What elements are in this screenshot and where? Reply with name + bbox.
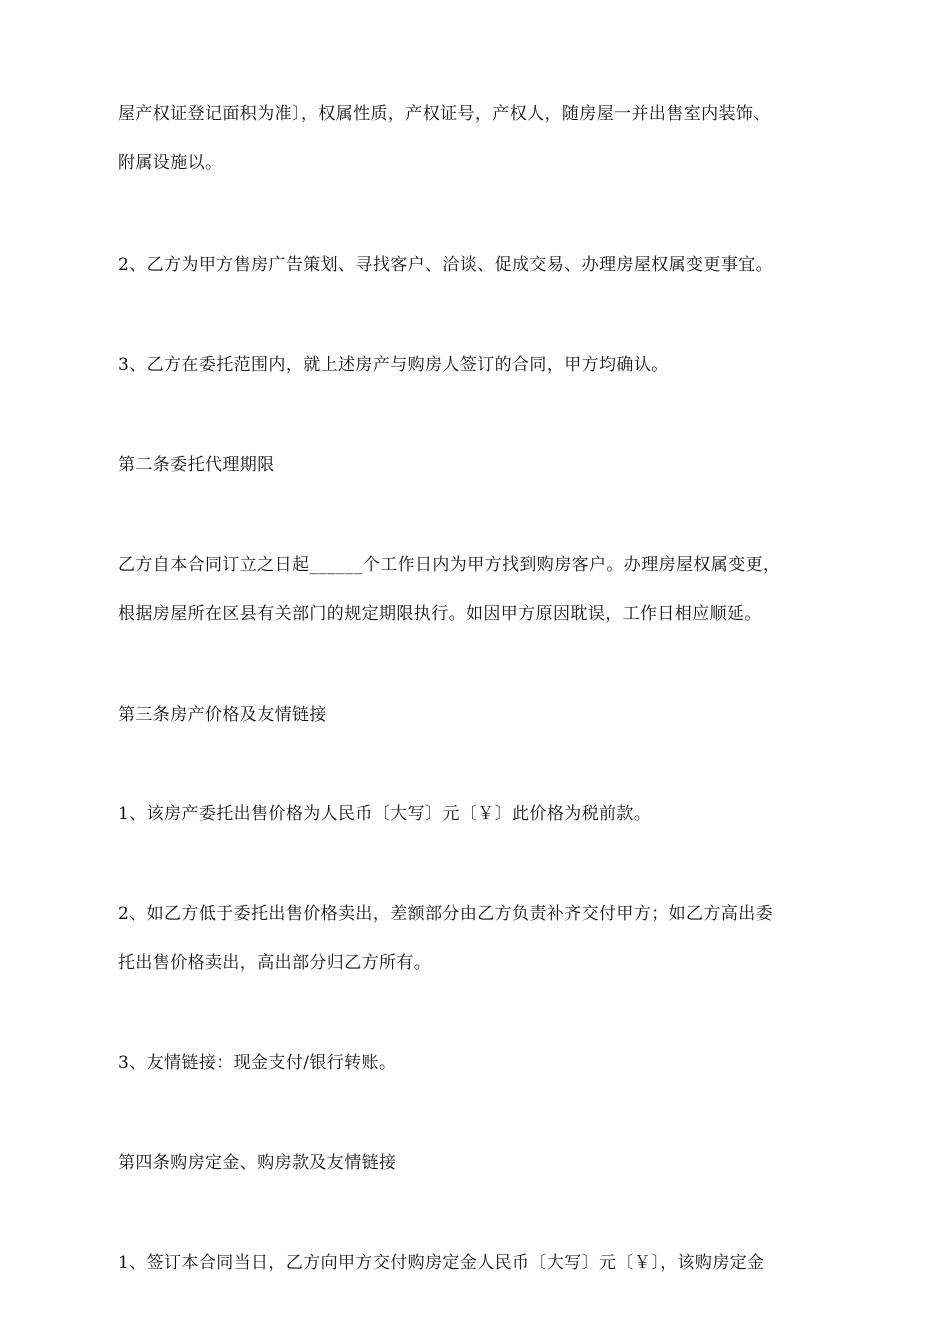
section-heading: 第四条购房定金、购房款及友情链接 [118,1153,397,1173]
paragraph-line: 屋产权证登记面积为准〕，权属性质，产权证号，产权人，随房屋一并出售室内装饰、 [118,104,771,124]
clause-item: 2、如乙方低于委托出售价格卖出，差额部分由乙方负责补齐交付甲方；如乙方高出委 [118,904,774,924]
paragraph-line: 根据房屋所在区县有关部门的规定期限执行。如因甲方原因耽误，工作日相应顺延。 [118,604,762,624]
section-heading: 第三条房产价格及友情链接 [118,705,327,725]
clause-item: 3、友情链接：现金支付/银行转账。 [118,1053,397,1073]
section-heading: 第二条委托代理期限 [118,455,275,475]
paragraph-line: 乙方自本合同订立之日起______个工作日内为甲方找到购房客户。办理房屋权属变更， [118,555,781,575]
clause-item: 1、签订本合同当日，乙方向甲方交付购房定金人民币〔大写〕元〔￥〕，该购房定金 [118,1253,765,1273]
clause-item: 1、该房产委托出售价格为人民币〔大写〕元〔￥〕此价格为税前款。 [118,804,652,824]
clause-item: 2、乙方为甲方售房广告策划、寻找客户、洽谈、促成交易、办理房屋权属变更事宜。 [118,255,774,275]
paragraph-line: 附属设施以。 [118,153,223,173]
clause-item: 3、乙方在委托范围内，就上述房产与购房人签订的合同，甲方均确认。 [118,355,669,375]
clause-item-continuation: 托出售价格卖出，高出部分归乙方所有。 [118,953,432,973]
